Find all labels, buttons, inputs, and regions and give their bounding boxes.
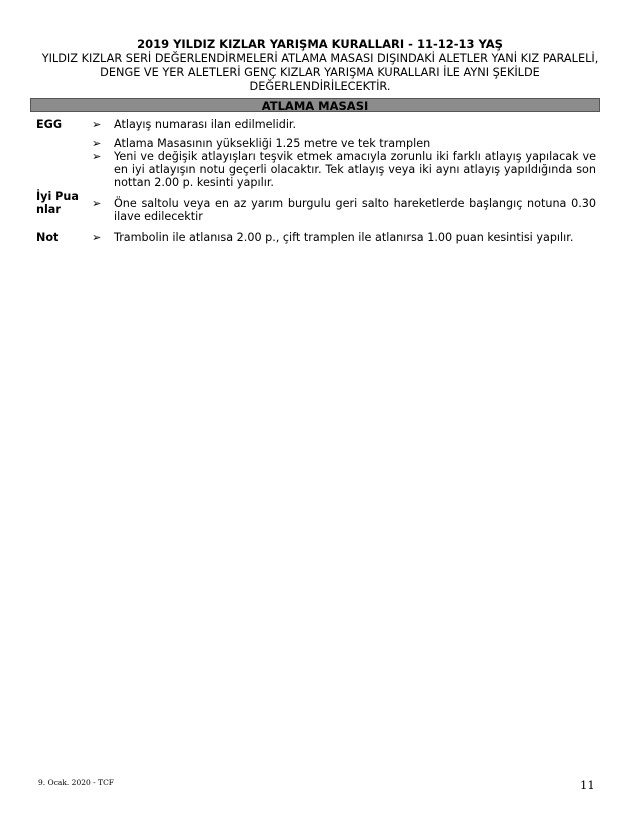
rule-text: Trambolin ile atlanısa 2.00 p., çift tramplen ile atlanırsa 1.00 puan kesintisi yapılır. xyxy=(114,231,574,244)
rule-text: Atlayış numarası ilan edilmelidir. xyxy=(114,118,297,131)
rule-label: EGG xyxy=(36,118,63,131)
arrow-bullet-icon: ➢ xyxy=(92,118,102,131)
rule-label: Not xyxy=(36,231,59,244)
rule-label: İyi Puanlar xyxy=(36,190,79,216)
rule-text: Öne saltolu veya en az yarım burgulu geri salto hareketlerde başlangıç notuna 0.30 ilave edilecektir xyxy=(114,197,596,223)
arrow-bullet-icon: ➢ xyxy=(92,231,102,244)
intro-paragraph: YILDIZ KIZLAR SERİ DEĞERLENDİRMELERİ ATLAMA MASASI DIŞINDAKİ ALETLER YANİ KIZ PARALELİ, DENGE VE YER ALETLERİ GENÇ KIZLAR YARIŞMA KURALLARI İLE AYNI ŞEKİLDE DEĞERLENDİRİLECEKTİR. xyxy=(41,52,599,93)
section-header: ATLAMA MASASI xyxy=(30,98,600,112)
rule-text: Yeni ve değişik atlayışları teşvik etmek amacıyla zorunlu iki farklı atlayış yapılacak ve en iyi atlayışın notu geçerli olacaktır. Tek atlayış veya iki aynı atlayış yapıldığında son nottan 2.00 p. kesinti yapılır. xyxy=(114,150,596,189)
arrow-bullet-icon: ➢ xyxy=(92,197,102,210)
arrow-bullet-icon: ➢ xyxy=(92,150,102,163)
page-number: 11 xyxy=(580,778,595,792)
rule-text: Atlama Masasının yüksekliği 1.25 metre ve tek tramplen xyxy=(114,137,431,150)
arrow-bullet-icon: ➢ xyxy=(92,137,102,150)
document-title: 2019 YILDIZ KIZLAR YARIŞMA KURALLARI - 11-12-13 YAŞ xyxy=(137,37,503,51)
footer-date: 9. Ocak. 2020 - TCF xyxy=(38,778,115,787)
